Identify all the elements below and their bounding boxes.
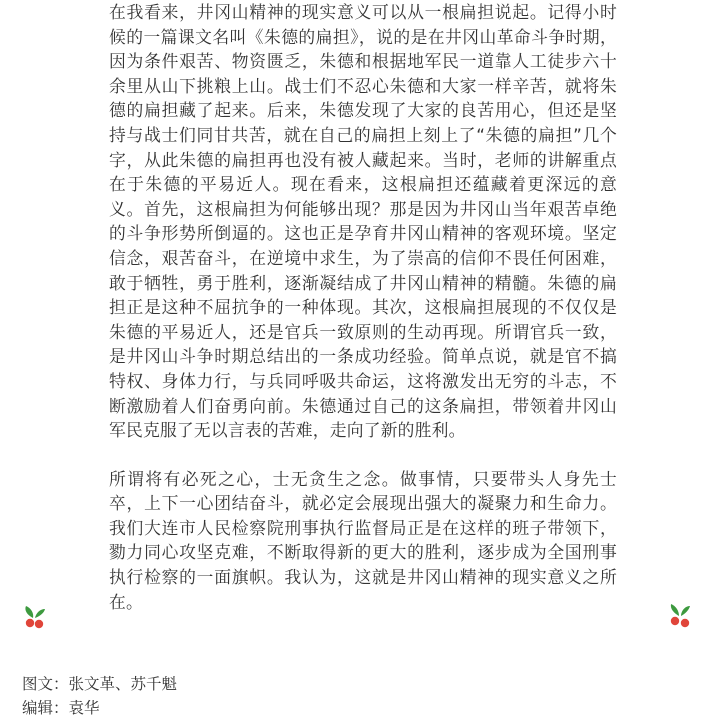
photo-text-credit: 图文：张文革、苏千魁 [22, 675, 178, 693]
paragraph-2: 所谓将有必死之心，士无贪生之念。做事情，只要带头人身先士卒，上下一心团结奋斗，就必定会展现出强大的凝聚力和生命力。我们大连市人民检察院刑事执行监督局正是在这样的班子带领下，勠力同心攻坚克难，不断取得新的更大的胜利，逐步成为全国刑事执行检察的一面旗帜。我认为，这就是井冈山精神的现实意义之所在。 [109, 468, 617, 612]
paragraph-1: 在我看来，井冈山精神的现实意义可以从一根扁担说起。记得小时候的一篇课文名叫《朱德的扁担》，说的是在井冈山革命斗争时期，因为条件艰苦、物资匮乏，朱德和根据地军民一道靠人工徒步六十余里从山下挑粮上山。战士们不忍心朱德和大家一样辛苦，就将朱德的扁担藏了起来。后来，朱德发现了大家的良苦用心，但还是坚持与战士们同甘共苦，就在自己的扁担上刻上了“朱德的扁担”几个字，从此朱德的扁担再也没有被人藏起来。当时，老师的讲解重点在于朱德的平易近人。现在看来，这根扁担还蕴藏着更深远的意义。首先，这根扁担为何能够出现？那是因为井冈山当年艰苦卓绝的斗争形势所倒逼的。这也正是孕育井冈山精神的客观环境。坚定信念，艰苦奋斗，在逆境中求生，为了崇高的信仰不畏任何困难，敢于牺牲，勇于胜利，逐渐凝结成了井冈山精神的精髓。朱德的扁担正是这种不屈抗争的一种体现。其次，这根扁担展现的不仅仅是朱德的平易近人，还是官兵一致原则的生动再现。所谓官兵一致，是井冈山斗争时期总结出的一条成功经验。简单点说，就是官不搞特权、身体力行，与兵同呼吸共命运，这将激发出无穷的斗志，不断激励着人们奋勇向前。朱德通过自己的这条扁担，带领着井冈山军民克服了无以言表的苦难，走向了新的胜利。 [109, 2, 617, 441]
holly-berry-icon [21, 605, 49, 631]
editor-credit: 编辑：袁华 [22, 699, 100, 717]
credits [22, 672, 177, 720]
article-body [109, 0, 617, 614]
holly-berry-icon [665, 603, 693, 629]
